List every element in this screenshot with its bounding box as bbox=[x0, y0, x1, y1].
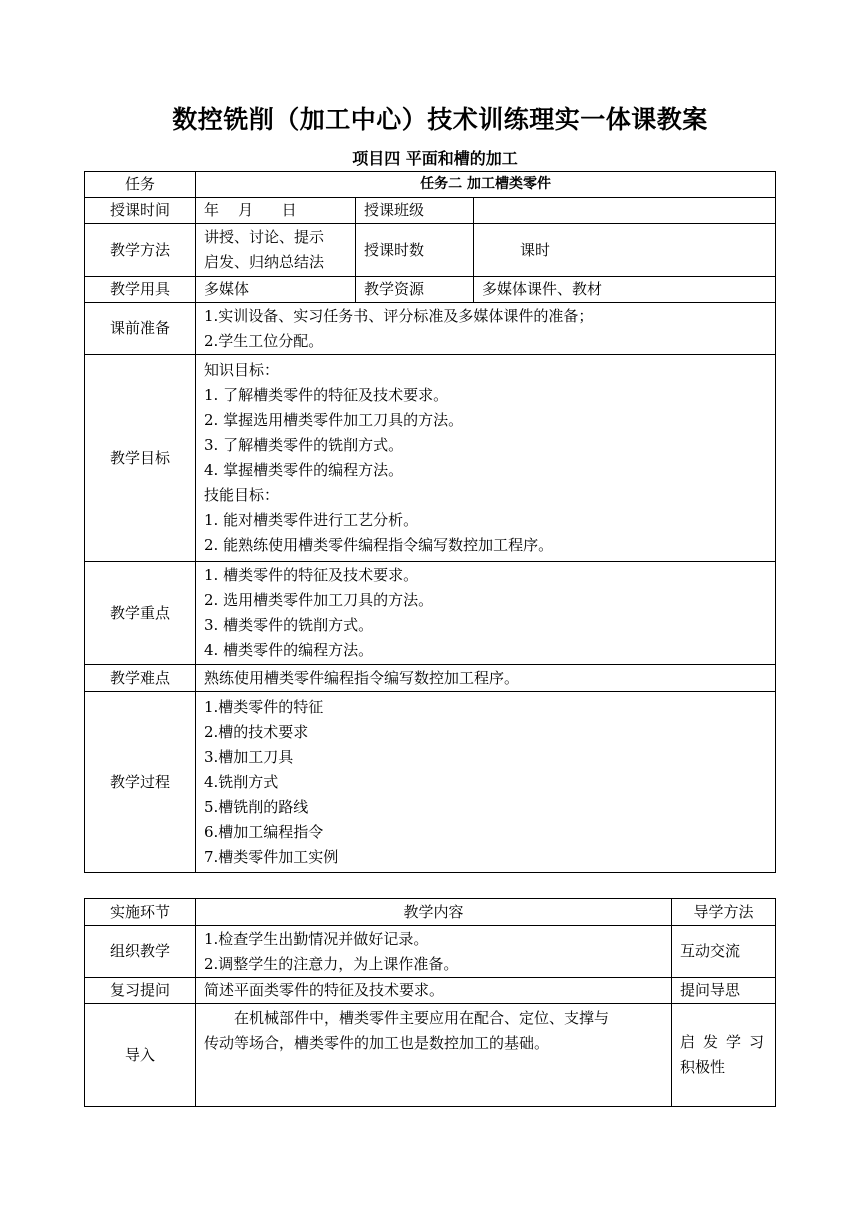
method-label: 教学方法 bbox=[85, 224, 196, 277]
header-stage: 实施环节 bbox=[85, 899, 196, 926]
process-line: 1.槽类零件的特征 bbox=[204, 697, 324, 716]
time-value: 年 月 日 bbox=[196, 198, 356, 224]
step-content-line: 1.检查学生出勤情况并做好记录。 bbox=[204, 929, 429, 948]
goal-line: 知识目标： bbox=[204, 361, 280, 379]
task-value: 任务二 加工槽类零件 bbox=[196, 172, 776, 198]
process-line: 2.槽的技术要求 bbox=[204, 722, 309, 741]
goal-line: 技能目标： bbox=[204, 486, 280, 504]
step-content-line: 在机械部件中，槽类零件主要应用在配合、定位、支撑与 bbox=[234, 1009, 610, 1027]
tools-row bbox=[85, 277, 776, 303]
resource-value: 多媒体课件、教材 bbox=[474, 277, 776, 303]
goal-line: 2. 掌握选用槽类零件加工刀具的方法。 bbox=[204, 411, 464, 429]
process-line: 6.槽加工编程指令 bbox=[204, 822, 324, 841]
step-method-line: 互动交流 bbox=[680, 942, 741, 960]
steps-header-row bbox=[85, 899, 776, 926]
prep-row bbox=[85, 303, 776, 355]
prep-line: 2.学生工位分配。 bbox=[204, 331, 324, 350]
time-label: 授课时间 bbox=[85, 198, 196, 224]
project-subtitle: 项目四 平面和槽的加工 bbox=[352, 149, 518, 168]
key-line: 2. 选用槽类零件加工刀具的方法。 bbox=[204, 591, 434, 609]
difficulty-label: 教学难点 bbox=[85, 665, 196, 692]
class-label: 授课班级 bbox=[356, 198, 474, 224]
difficulty-row bbox=[85, 665, 776, 692]
key-line: 1. 槽类零件的特征及技术要求。 bbox=[204, 566, 419, 584]
goal-value bbox=[196, 355, 776, 562]
step-row bbox=[85, 1004, 776, 1107]
goal-line: 4. 掌握槽类零件的编程方法。 bbox=[204, 461, 404, 479]
method-value bbox=[196, 224, 356, 277]
method-row bbox=[85, 224, 776, 277]
process-row bbox=[85, 692, 776, 873]
lesson-info-table bbox=[84, 171, 776, 873]
process-line: 4.铣削方式 bbox=[204, 772, 279, 791]
step-method-line: 启发学习 bbox=[680, 1033, 773, 1051]
prep-label: 课前准备 bbox=[85, 303, 196, 355]
task-row bbox=[85, 172, 776, 198]
step-row bbox=[85, 926, 776, 978]
class-value bbox=[474, 198, 776, 224]
key-line: 3. 槽类零件的铣削方式。 bbox=[204, 616, 374, 634]
step-method bbox=[672, 926, 776, 978]
step-method bbox=[672, 978, 776, 1004]
header-content: 教学内容 bbox=[196, 899, 672, 926]
step-row bbox=[85, 978, 776, 1004]
step-stage: 复习提问 bbox=[85, 978, 196, 1004]
key-label: 教学重点 bbox=[85, 562, 196, 665]
step-stage: 导入 bbox=[85, 1004, 196, 1107]
step-content bbox=[196, 926, 672, 978]
goal-line: 1. 了解槽类零件的特征及技术要求。 bbox=[204, 386, 449, 404]
tools-label: 教学用具 bbox=[85, 277, 196, 303]
goal-line: 3. 了解槽类零件的铣削方式。 bbox=[204, 436, 404, 454]
task-label: 任务 bbox=[85, 172, 196, 198]
step-content bbox=[196, 1004, 672, 1107]
step-content-line: 简述平面类零件的特征及技术要求。 bbox=[204, 981, 445, 999]
header-method: 导学方法 bbox=[672, 899, 776, 926]
step-stage: 组织教学 bbox=[85, 926, 196, 978]
step-content-line: 2.调整学生的注意力，为上课作准备。 bbox=[204, 954, 459, 973]
key-line: 4. 槽类零件的编程方法。 bbox=[204, 641, 374, 659]
process-value bbox=[196, 692, 776, 873]
key-row bbox=[85, 562, 776, 665]
document-title: 数控铣削（加工中心）技术训练理实一体课教案 bbox=[172, 105, 708, 134]
process-label: 教学过程 bbox=[85, 692, 196, 873]
hours-value: 课时 bbox=[474, 224, 776, 277]
time-row bbox=[85, 198, 776, 224]
goal-label: 教学目标 bbox=[85, 355, 196, 562]
step-content-line: 传动等场合，槽类零件的加工也是数控加工的基础。 bbox=[204, 1034, 550, 1052]
step-method-line: 提问导思 bbox=[680, 981, 741, 999]
hours-label: 授课时数 bbox=[356, 224, 474, 277]
goal-line: 1. 能对槽类零件进行工艺分析。 bbox=[204, 511, 419, 529]
process-line: 5.槽铣削的路线 bbox=[204, 797, 309, 816]
resource-label: 教学资源 bbox=[356, 277, 474, 303]
method-line: 讲授、讨论、提示 bbox=[204, 228, 325, 246]
process-line: 7.槽类零件加工实例 bbox=[204, 847, 339, 866]
goal-line: 2. 能熟练使用槽类零件编程指令编写数控加工程序。 bbox=[204, 536, 554, 554]
step-content bbox=[196, 978, 672, 1004]
step-method bbox=[672, 1004, 776, 1107]
teaching-steps-table bbox=[84, 898, 776, 1107]
goal-row bbox=[85, 355, 776, 562]
step-method-line: 积极性 bbox=[680, 1058, 726, 1076]
process-line: 3.槽加工刀具 bbox=[204, 747, 294, 766]
prep-value bbox=[196, 303, 776, 355]
method-line: 启发、归纳总结法 bbox=[204, 253, 325, 271]
key-value bbox=[196, 562, 776, 665]
difficulty-value: 熟练使用槽类零件编程指令编写数控加工程序。 bbox=[196, 665, 776, 692]
tools-value: 多媒体 bbox=[196, 277, 356, 303]
prep-line: 1.实训设备、实习任务书、评分标准及多媒体课件的准备； bbox=[204, 306, 594, 325]
